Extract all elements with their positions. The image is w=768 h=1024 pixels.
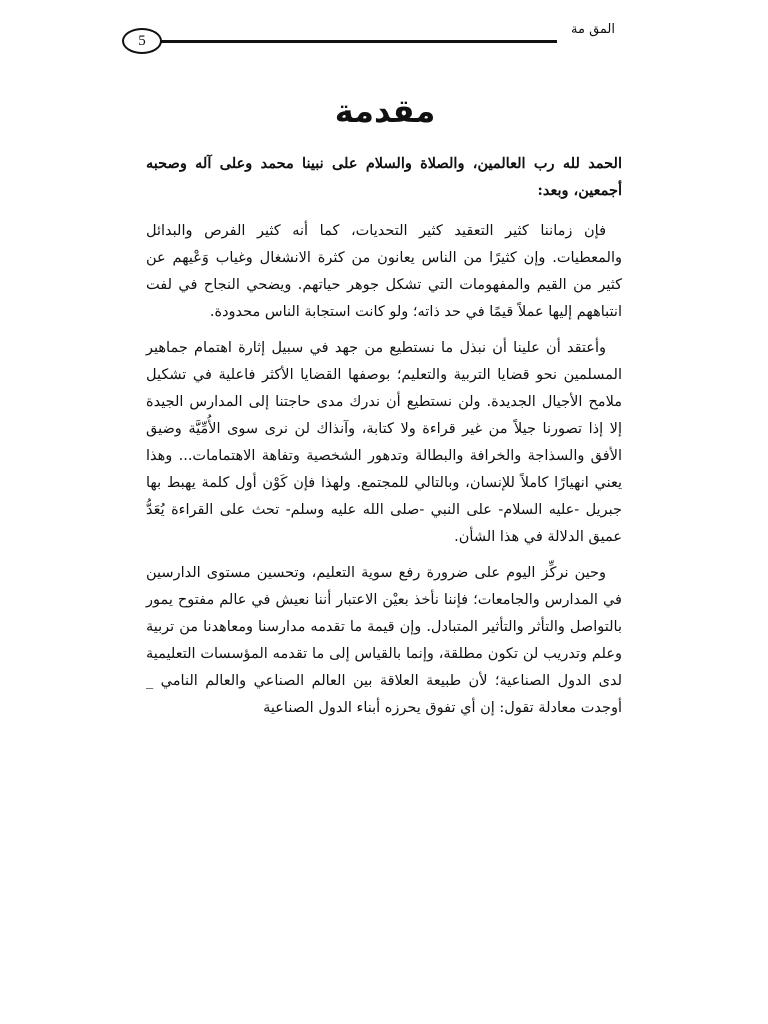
page-number: 5 [122,28,162,54]
body-text [146,150,622,731]
paragraph: وحين نركِّز اليوم على ضرورة رفع سوية التعليم، وتحسين مستوى الدارسين في المدارس والجامعات؛ فإننا نأخذ بعيْن الاعتبار أننا نعيش في عالم مفتوح يمور بالتواصل والتأثر والتأثير المتبادل. وإن قيمة ما تقدمه مدارسنا ومعاهدنا من تربية وعلم وتدريب لن تكون مطلقة، وإنما بالقياس إلى ما تقدمه المؤسسات التعليمية لدى الدول الصناعية؛ لأن طبيعة العلاقة بين العالم الصناعي والعالم النامي _ أوجدت معادلة تقول: إن أي تفوق يحرزه أبناء الدول الصناعية [146,565,622,716]
page-title: مقدمة [334,92,436,130]
paragraph: فإن زماننا كثير التعقيد كثير التحديات، كما أنه كثير الفرص والبدائل والمعطيات. وإن كثيرًا من الناس يعانون من كثرة الانشغال وغياب وَعْيهم عن كثير من القيم والمفهومات التي تشكل جوهر حياتهم. ويضحي النجاح في لفت انتباههم إليها عملاً قيمًا في حد ذاته؛ ولو كانت استجابة الناس محدودة. [146,223,622,320]
running-head-title: المق مة [571,22,615,37]
header-rule [160,40,557,43]
paragraph: وأعتقد أن علينا أن نبذل ما نستطيع من جهد في سبيل إثارة اهتمام جماهير المسلمين نحو قضايا التربية والتعليم؛ بوصفها القضايا الأكثر فاعلية في تشكيل ملامح الأجيال الجديدة. ولن نستطيع أن ندرك مدى حاجتنا إلى المدارس الجيدة إلا إذا تصورنا جيلاً من غير قراءة ولا كتابة، وآنذاك لن نرى سوى الأُمِّيَّة وضيق الأفق والسذاجة والخرافة والبطالة وتدهور الشخصية وتفاهة الاهتمامات... وهذا يعني انهيارًا كاملاً للإنسان، وبالتالي للمجتمع. ولهذا فإن كَوْن أول كلمة يهبط بها جبريل -عليه السلام- على النبي -صلى الله عليه وسلم- تحث على القراءة يُعَدُّ عميق الدلالة في هذا الشأن. [146,340,622,545]
opening-paragraph: الحمد لله رب العالمين، والصلاة والسلام على نبينا محمد وعلى آله وصحبه أجمعين، وبعد: [146,155,622,199]
